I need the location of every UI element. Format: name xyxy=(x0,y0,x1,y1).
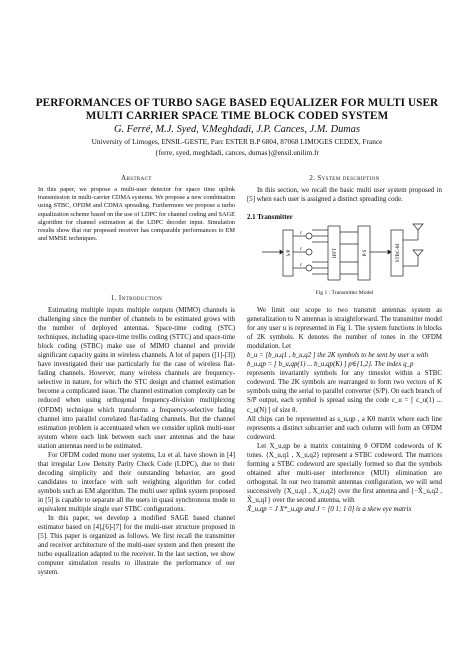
antenna-2-icon xyxy=(413,250,423,256)
abstract-heading-text: Abstract xyxy=(121,175,152,182)
transmitter-diagram xyxy=(262,222,438,288)
abstract-body: In this paper, we propose a multi-user detector for space time uplink transmission in multi-carrier CDMA systems. We propose a new combination using STBC, OFDM and CDMA spreading. Furthermore we propose a turbo equalization scheme based on the use of LDPC for channel coding and SAGE algorithm for channel estimation at the LDPC decoder input. Simulation results show that our proposed receiver has comparable performances to EM and MMSE techniques. xyxy=(38,186,235,243)
abstract-heading xyxy=(38,174,235,183)
email-addresses: {ferre, syed, meghdadi, cances, dumas}@ensil.unilim.fr xyxy=(154,148,320,157)
equation-bq: b_u,qp = [ b_u,qp(1) ... b_u,qp(K) ] p∈{1,2}. The index q_p xyxy=(247,361,414,369)
system-description-body xyxy=(247,306,442,514)
author-list: G. Ferré, M.J. Syed, V.Meghdadi, J.P. Cances, J.M. Dumas xyxy=(113,124,361,135)
system-paragraph-5: Let X_u,qp be a matrix containing θ OFDM codewords of K tones. {X_u,q1 , X_u,q2} represent a STBC codeword. The matrices forming a STBC codeword are specially formed so that the symbols obtained after multi-user interference (MUI) elimination are orthogonal. In our two transmit antennas configuration, we will send successively {X_u,q1 , X_u,q2} over the first antenna and {−X̃_u,q2 , X̃_u,q1} over the second antenna, with xyxy=(247,442,442,504)
system-paragraph-1: In this section, we recall the basic multi user system proposed in [5] when each user is assigned a distinct spreading code. xyxy=(247,187,442,204)
equation-x-tilde: X̃_u,qp = J X*_u,qp and J = [0 1; 1 0] is a skew eye matrix xyxy=(247,506,412,514)
paper-title-line2: MULTI CARRIER SPACE TIME BLOCK CODED SYSTEM xyxy=(85,110,389,122)
stbc-label: STBC-M xyxy=(396,243,401,263)
mixer-2 xyxy=(306,249,312,255)
system-paragraph-2: We limit our scope to two transmit antennas system as generalization to N antennas is straightforward. The transmitter model for any user u is represented in Fig 1. The system functions in blocks of 2K symbols. K denotes the number of tones in the OFDM modulation. Let xyxy=(247,307,442,351)
introduction-heading xyxy=(38,294,235,303)
system-description-intro xyxy=(247,186,442,204)
ifft-label: IFFT xyxy=(333,247,338,259)
figure-caption: Fig 1 : Transmitter Model xyxy=(315,290,374,296)
introduction-body xyxy=(38,306,235,577)
paper-title-line1: PERFORMANCES OF TURBO SAGE BASED EQUALIZER FOR MULTI USER xyxy=(35,97,439,109)
code-label-3: c xyxy=(300,263,303,268)
intro-paragraph-2: For OFDM coded mono user systems, Lu et al. have shown in [4] that irregular Low Density Parity Check Code (LDPC), due to their decoding simplicity and their outstanding behavior, are good candidates to interface with soft weighting algorithm for coded symbols such as EM algorithm. The multi user uplink system proposed in [5] is capable to separate all the users in quasi synchronous mode to equivalent multiple single user STBC configurations. xyxy=(38,451,235,514)
code-label-1: c xyxy=(300,231,303,236)
system-description-heading-text: 2. System description xyxy=(309,175,380,182)
intro-paragraph-1: Estimating multiple inputs multiple outputs (MIMO) channels is challenging since the number of channels to be estimated grows with the number of deployed antennas. Space-time coding (STC) techniques, including space-time trellis coding (STTC) and space-time block coding (STBC) make use of MIMO channel and provide significant capacity gains in wireless channels. A lot of papers ([1]-[3]) have investigated their use particularly for the case of wireless flat-fading channels. However, many wireless channels are frequency-selective in nature, for which the STC design and channel estimation become a complicated issue. The channel estimation complexity can be reduced when using orthogonal frequency-division multiplexing (OFDM) technique which transforms a frequency-selective fading channel into parallel correlated flat-fading channels. But the channel estimation problem is accentuated when we consider uplink multi-user system where each link between each user antennas and the base station antennas need to be estimated. xyxy=(38,307,235,450)
ps-label: P/S xyxy=(363,249,368,257)
sp-label: S/P xyxy=(287,249,292,257)
ps-arrowhead xyxy=(388,250,391,254)
introduction-heading-text: 1. Introduction xyxy=(110,295,163,302)
system-paragraph-4: All chips can be represented as s_u,qp , a Kθ matrix where each line represents a distinct subcarrier and each column will form an OFDM codeword. xyxy=(247,415,442,441)
affiliation: University of Limoges, ENSIL-GESTE, Parc ESTER B.P 6804, 87068 LIMOGES CEDEX, France xyxy=(91,137,383,146)
transmitter-subheading: 2.1 Transmitter xyxy=(247,214,293,221)
system-description-heading xyxy=(247,174,442,183)
intro-paragraph-3: In this paper, we develop a modified SAGE based channel estimator based on [4],[6]-[7] for the multi-user structure proposed in [5]. This paper is organized as follows. We first recall the transmitter and receiver architecture of the multi-user system and then present the turbo equalization adapted to the receiver. In the last section, we show computer simulation results to illustrate the performance of our system. xyxy=(38,515,235,577)
input-arrowhead xyxy=(280,250,283,254)
antenna-1-icon xyxy=(413,224,423,230)
mixer-3 xyxy=(306,265,312,271)
system-paragraph-3: represents invariantly symbols for any timeslot within a STBC codeword. The 2K symbols are rearranged to form two vectors of K symbols using the serial to parallel converter (S/P). On each branch of S/P output, each symbol is spread using the code c_u = [ c_u(1) ... c_u(N) ] of size θ. xyxy=(247,370,442,414)
code-label-2: c xyxy=(300,247,303,252)
mixer-1 xyxy=(306,233,312,239)
equation-b: b_u = [b_u,q1 , b_u,q2 ] the 2K symbols to be sent by user u with xyxy=(247,352,429,360)
